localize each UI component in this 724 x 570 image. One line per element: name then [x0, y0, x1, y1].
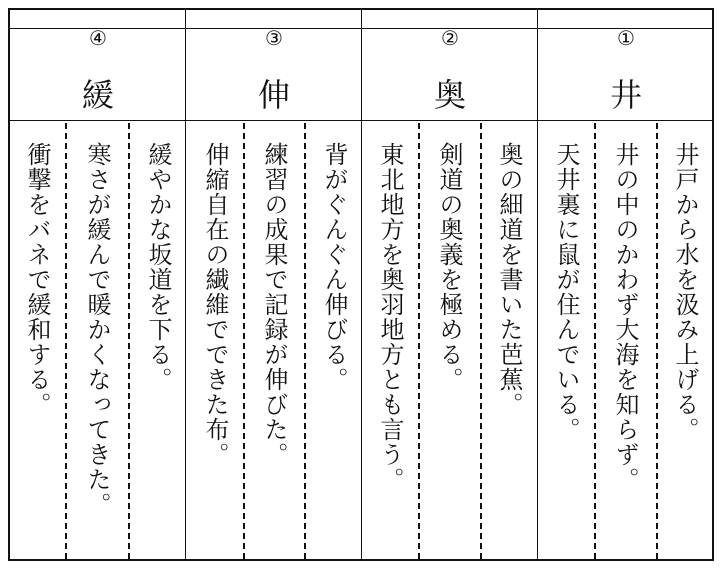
target-kanji: 緩 — [81, 76, 114, 114]
example-sentence: 練習の成果で記録が伸びた。 — [260, 142, 288, 467]
target-kanji: 奥 — [433, 76, 466, 114]
section-divider — [185, 10, 186, 559]
sentence-divider — [480, 123, 482, 559]
sentence-divider — [594, 123, 596, 559]
target-kanji: 井 — [609, 76, 642, 114]
example-sentence: 背がぐんぐん伸びる。 — [320, 142, 348, 392]
column-number: ④ — [89, 26, 107, 50]
target-kanji: 伸 — [257, 76, 290, 114]
worksheet-table — [8, 8, 714, 561]
example-sentence: 寒さが緩んで暖かくなってきた。 — [83, 142, 111, 517]
sentence-divider — [128, 123, 130, 559]
column-number: ③ — [265, 26, 283, 50]
example-sentence: 井戸から水を汲み上げる。 — [671, 142, 699, 442]
example-sentence: 衝撃をバネで緩和する。 — [23, 142, 51, 417]
section-divider — [361, 10, 362, 559]
column-number: ① — [617, 26, 635, 50]
example-sentence: 井の中のかわず大海を知らず。 — [611, 142, 639, 492]
sentence-divider — [243, 123, 245, 559]
example-sentence: 伸縮自在の繊維でできた布。 — [201, 142, 229, 467]
example-sentence: 緩やかな坂道を下る。 — [144, 142, 172, 392]
example-sentence: 東北地方を奥羽地方とも言う。 — [376, 142, 404, 492]
sentence-divider — [65, 123, 67, 559]
column-number: ② — [441, 26, 459, 50]
sentence-divider — [418, 123, 420, 559]
example-sentence: 奥の細道を書いた芭蕉。 — [495, 142, 523, 417]
sentence-divider — [656, 123, 658, 559]
example-sentence: 剣道の奥義を極める。 — [435, 142, 463, 392]
example-sentence: 天井裏に鼠が住んでいる。 — [552, 142, 580, 442]
section-divider — [537, 10, 538, 559]
sentence-divider — [304, 123, 306, 559]
